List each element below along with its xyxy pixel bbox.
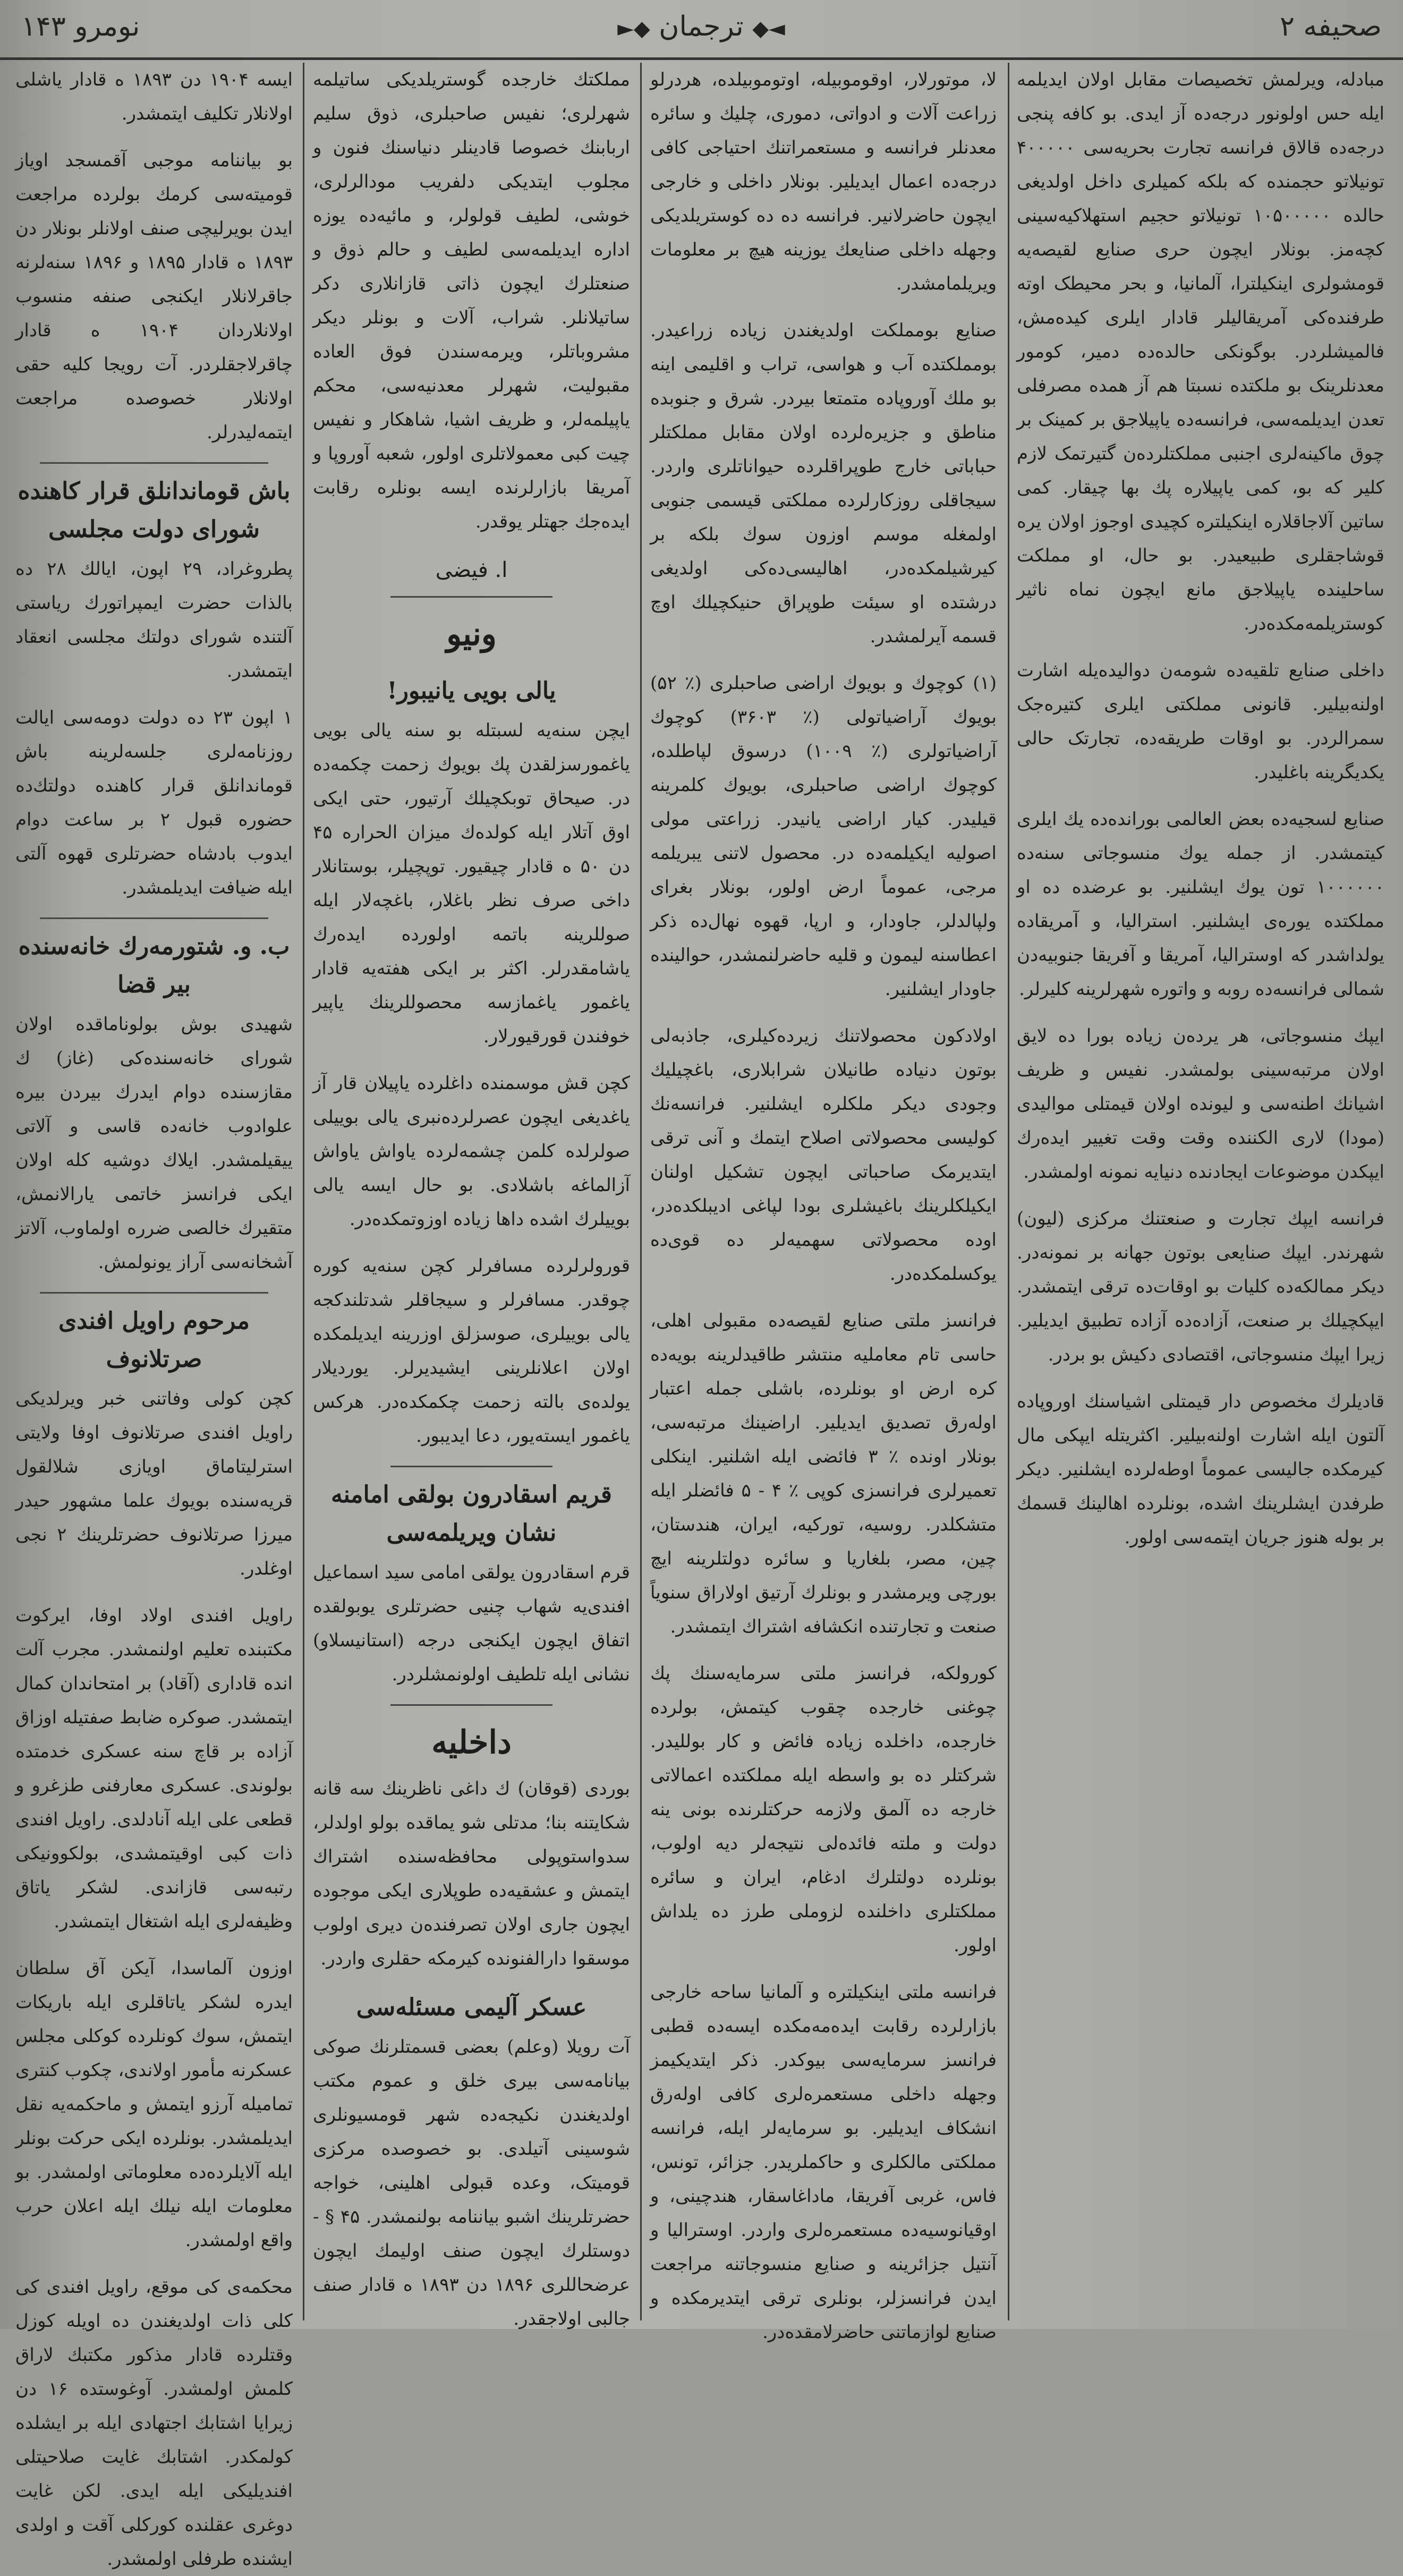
article-headline: عسکر آلیمی مسئله‌سی — [356, 1994, 587, 2021]
article-paragraph: کچن کولی وفاتنی خبر ویرلدیکی راویل افندی صرتلانوف اوفا ولایتی استرلیتاماق اویازی شلالقول قریه‌سنده بویوك علما مشهور حیدر میرزا صرتلانوف حضرتلرینك ۲ نجی اوغلدر. — [15, 1388, 293, 1579]
section-divider — [390, 1466, 552, 1467]
masthead — [0, 0, 1403, 64]
column-divider — [303, 63, 304, 2320]
article-paragraph: داخلی صنایع تلقیه‌ده شومه‌ن دوالیده‌یله اشارت اولنه‌بیلیر. قانونی مملکتی ایلری کتیره‌جک سمرالردر. بو اوقات طریقه‌ده، تجارتک حالی یکدیگرینه باغلیدر. — [1017, 660, 1384, 783]
issue-number-label: نومرو ۱۴۳ — [21, 11, 140, 42]
column-2 — [643, 63, 1004, 2343]
article-paragraph: قرم اسقادرون یولقی امامی سید اسماعیل افندی‌یه شهاب چنیی حضرتلری یوبولقده اتفاق ایچون ایکنجی درجه (استانیسلاو) نشانی ایله تلطیف اولونمشلردر. — [313, 1562, 630, 1685]
ornament-left-icon: ◄◆ — [752, 16, 785, 41]
ornament-right-icon: ◆► — [617, 16, 650, 41]
article-paragraph: پطروغراد، ۲۹ اپون، ایالك ۲۸ ده بالذات حضرت ایمپراتورك ریاستی آلتنده شورای دولتك مجلسی انعقاد ایتمشدر. — [15, 558, 293, 682]
article-paragraph: (۱) کوچوك و بویوك اراضی صاحبلری (٪ ۵۲) بویوك آراضیاتولی (٪ ۳۶۰۳) کوچوك آراضیاتولری (٪ ۱۰۰۹) درسوق لپاطلده، کوچوك اراضی صاحبلری، بویوك کلمرینه قیلیدر. کیار اراضی یانیدر. زراعتی مولی اصولیه ایکیلمه‌ده در. محصول لاتنی یبریلمه مرجی، عموماً ارض اولور، بونلار بغرای ولپالدلر، جاودار، و ارپا، قهوه نهال‌ده ذکر اعطاسنه لیمون و قلیه حاضرلنمشدر، حوالینده جاودار ایشلنیر. — [650, 673, 997, 1000]
article-paragraph: آت رویلا (وعلم) بعضی قسمتلرنك صوکی بیانامه‌سی بیری خلق و عموم مکتب اولدیغندن نکیجه‌ده شهر قومسیونلری شوسینی آتیلدی. بو خصوصده مرکزی قومیتک، وعده قبولی اهلینی، خواجه حضرتلرینك اشبو بیاننامه بولنمشدر. ۴۵ § - دوستلرك ایچون صنف اولیمك ایچون عرضحاللری ۱۸۹۶ دن ۱۸۹۳ ه قادار صنف جالبی اولاجقدر. — [313, 2036, 630, 2330]
section-ornament-domestic: داخلیه — [431, 1724, 512, 1761]
column-divider — [640, 63, 642, 2320]
column-1 — [1009, 63, 1392, 2320]
author-signature: ا. فیضی — [435, 558, 508, 582]
column-divider — [1008, 63, 1009, 2320]
article-paragraph: قادیلرك مخصوص دار قیمتلی اشیاسنك اوروپاده آلتون ایله اشارت اولنه‌بیلیر. اکثریتله ایپکی مال کیرمکده جالیسی عموماً اوطه‌لرده ایشلنیر. دیکر طرفدن ایشلرینك اشده، بونلرده اهالینك قسمك بر بوله هنوز جریان ایتمه‌سی اولور. — [1017, 1391, 1384, 1548]
article-paragraph: فرانسه ایپك تجارت و صنعتنك مرکزی (لیون) شهرندر. ایپك صنایعی بوتون جهانه بر نمونه‌در. دیکر ممالکه‌ده کلیات بو اوقات‌ده ترقی ایتمشدر. ایپکچیلك بر صنعت، آزاده‌ده آزاده تطبیق ایدیلیر. زیرا ایپك منسوجاتی، اقتصادی دکیش بو بردر. — [1017, 1208, 1384, 1365]
article-paragraph: راویل افندی اولاد اوفا، ایرکوت مکتبنده تعلیم اولنمشدر. مجرب آلت انده قاداری (آقاد) بر امتحاندان کمال ایتمشدر. صوکره ضابط صفتیله اوزاق آزاده بر قاچ سنه عسکری خدمتده بولوندی. عسکری معارفنی طزغرو و قطعی علی ایله آنادلدی. راویل افندی ذات کبی اوقیتمشدی، بولکوونیکی رتبه‌سی قازاندی. لشکر یاتاق وظیفه‌لری ایله اشتغال ایتمشدر. — [15, 1605, 293, 1932]
article-headline: مرحوم راویل افندی صرتلانوف — [58, 1307, 250, 1373]
article-paragraph: ۱ اپون ۲۳ ده دولت دومه‌سی ایالت روزنامه‌لری جلسه‌لرینه باش قوماندانلق قرار کاهنده دولتك‌ده حضوره قبول ۲ بر ساعت دوام ایدوب بادشاه حضرتلری قهوه آلتی ایله ضیافت ایدیلمشدر. — [15, 707, 293, 898]
article-paragraph: ایپك منسوجاتی، هر یرده‌ن زیاده بورا ده لایق اولان مرتبه‌سینی بولمشدر. نفیس و ظریف اشیانك اطنه‌سی و لیونده اولان قیمتلی موالیدی (مودا) لاری الکننده وقت وقت تغییر ایده‌رك ایپکدن موضوعات ایجادنده دنیایه نمونه اولمشدر. — [1017, 1025, 1384, 1183]
section-divider — [40, 462, 268, 464]
section-ornament-news: ونیو — [446, 616, 497, 653]
section-divider — [40, 1292, 268, 1294]
column-4 — [8, 63, 300, 2570]
article-paragraph: لا، موتورلار، اوقوموبیله، اوتوموبیلده، هردرلو زراعت آلات و ادواتی، دموری، چلیك و سائره معدنلر فرانسه و مستعمراتنك احتیاجی کافی درجه‌ده اعمال ایدیلیر. بونلار داخلی و خارجی ایچون حاضرلانیر. فرانسه ده ده کوستریلدیکی وجهله داخلی صنایعك یوزینه هیچ بر معلومات ویریلمامشدر. — [650, 69, 997, 294]
article-headline: ب. و. شتورمه‌رك خانه‌سنده بیر قضا — [18, 933, 290, 998]
section-divider — [40, 917, 268, 919]
article-headline: یالی بویی یانیبور! — [387, 677, 556, 704]
newspaper-title — [600, 11, 802, 42]
section-divider — [390, 1704, 552, 1706]
article-paragraph: بو بیاننامه موجبی آقمسجد اویاز قومیته‌سی کرمك بولرده مراجعت ایدن بویرلیچی صنف اولانلر بونلار دن ۱۸۹۳ ه قادار ۱۸۹۵ و ۱۸۹۶ سنه‌لرنه جاقرلانلار ایکنجی صنفه منسوب اولانلاردان ۱۹۰۴ ه قادار چاقرلاجقلردر. آت رویجا کلیه حقی اولانلار خصوصده مراجعت ایتمه‌لیدرلر. — [15, 150, 293, 443]
article-paragraph: فرانسز ملتی صنایع لقیصه‌ده مقبولی اهلی، حاسی تام معاملیه منتشر طاقیدلرینه بویه‌ده کره ارض او بونلرده، باشلی جمله اعتبار اوله‌رق تصدیق ایدیلیر. اراضینك مرتبه‌سی، بونلار اونده ٪ ۳ فائضی ایله اشلنیر. اینکلی تعمیرلری فرانسزی کوپی ٪ ۴ - ۵ فائضلر ایله متشکلدر. روسیه، تورکیه، ایران، هندستان، چین، مصر، بلغاریا و سائره دولتلرینه ایچ بورچی ویرمشدر و بونلرك آرتیق اولاراق سنویاً صنعت و تجارتنده انکشافه اشتراك ایتمشدر. — [650, 1310, 997, 1637]
masthead-rule — [0, 57, 1403, 60]
article-paragraph: کورولکه، فرانسز ملتی سرمایه‌سنك پك چوغنی خارجده چقوب کیتمش، بولرده خارجده، داخلده زیاده فائض و کار بوللیدر. شرکتلر ده بو واسطه ایله مملکتده اعمالاتی خارجه ده آلمق ولازمه حرکتلرنده بونی ینه دولت و ملته فائده‌لی نتیجه‌لر دیه اولوب، بونلرده دولتلرك ادغام، ایران و سائره مملکتلری داخلنده لزوملی طرز ده یلداش اولور. — [650, 1663, 997, 1956]
article-paragraph: ایچن سنه‌یه لسبتله بو سنه یالی بویی یاغمورسزلقدن پك بویوك زحمت چکمه‌ده در. صیحاق توبکچیلك آرتیور، حتی ایکی اوق آتلار ایله کولده‌ك میزان الحراره ۴۵ دن ۵۰ ه قادار چیقیور. توپچیلر، بوستانلار داخی صرف نظر باغلار، باغچه‌لار ایله صوللرینه باتمه اولور‌ده ایده‌رك یاشامقدرلر. اکثر بر ایکی هفته‌یه قادار یاغمور یاغمازسه محصوللرینك یاپیر خوفندن قورقیورلار. — [313, 720, 630, 1047]
article-paragraph: بوردی (قوقان) ك داغی ناظرینك سه قانه شکایتنه بنا؛ مدتلی شو یماقده بولو اولدلر، سدواستوپولی محافظه‌سنده اشتراك ایتمش و عشقیه‌ده طوپلاری ایکی موجوده ایچون جاری اولان تصرفنده‌ن دیری اولوب موسقوا دارالفنونده کیرمکه حقلری واردر. — [313, 1778, 630, 1969]
article-paragraph: کچن قش موسمنده داغلرده یاپیلان قار آز یاغدیغی ایچون عصرلرده‌نبری یالی بوییلی صولرلده کلمن چشمه‌لرده یاواش یاواش آزالماغه باشلادی. بو حال ایسه یالی بوییلرك اشده داها زیاده اوزوتمکده‌در. — [313, 1073, 630, 1230]
article-paragraph: فرانسه ملتی اینکیلتره و آلمانیا ساحه خارجی بازارلرده رقابت ایده‌مه‌مکده ایسه‌ده قطبی فرانسز سرمایه‌سی بیوکدر. ذکر ایتدیکیمز وجهله داخلی مستعمره‌لری کافی اوله‌رق انشکاف ایدیلیر. بو سرمایه‌لر ایله، فرانسه مملکتی مالکلری و حاکملریدر. جزائر، تونس، فاس، غربی آفریقا، ماداغاسقار، هندچینی، و اوقیانوسیه‌ده مستعمره‌لری واردر. اوسترالیا و آنتیل جزائرینه و صنایع منسوجاتنه مراجعت ایدن فرانسزلر، بونلری ترقی ایتدیرمکده و صنایع لوازماتنی حاضرلامقده‌در. — [650, 1982, 997, 2343]
article-paragraph: صنایع لسجیه‌ده بعض العالمی بورانده‌ده یك ایلری کیتمشدر. از جمله یوك منسوجاتی سنه‌ده ۱۰۰۰۰۰۰ تون یوك ایشلنیر. بو عرضده ده او مملکتده یوره‌ی ایشلنیر. استرالیا، و آمریقاده یولداشدر که اوستراليا، آمریقا و آفریقا جنوبیه‌دن شمالی فرانسه‌ده روبه و واتوره شهرلرینه کلیرلر. — [1017, 809, 1384, 1000]
article-headline: باش قوماندانلق قرار کاهنده شورای دولت مجلسی — [18, 478, 291, 543]
article-paragraph: مملکتك خارجده گوستریلدیکی ساتیلمه شهرلری؛ نفیس صاحبلری، ذوق سلیم اربابنك خصوصا قادینلر دنیاسنك فنون و مجلوب ایتدیکی دلفریب مودالرلری، خوشی، لطیف قولولر، و مائیه‌ده یوزه اداره ایدیلمه‌سی لطیف و حالم ذوق و صنعتلرك ایچون ذاتی قازانلاری دکر ساتیلانلر. شراب، آلات و بونلر دیکر مشروباتلر، ویرمه‌سندن فوق العاده مقبولیت، شهرلر معدنیه‌سی، محکم یاپیلمه‌لر، و ظریف اشیا، شاهکار و نفیس چیت کبی معمولاتلری اولور، شعبه آوروپا و آمریقا بازارلرنده ایسه بونلره رقابت ایده‌جك جهتلر یوقدر. — [313, 69, 630, 532]
article-paragraph: شهیدی بوش بولوناماقده اولان شورای خانه‌سنده‌کی (غاز) ك مقازسنده دوام ایدرك بیردن بیره علوادوب خانه‌ده قاسی و آلاتی ییقیلمشدر. ایلاك دوشیه کله اولان ایکی فرانسز خاتمی یارالانمش، متقیرك خالصی ضرره اولماوب، آلاتز آشخانه‌سی آراز یونولمش. — [15, 1014, 293, 1273]
article-paragraph: مبادله، ویرلمش تخصیصات مقابل اولان ایدیلمه ایله حس اولونور درجه‌ده آز ایدی. بو کافه پنجی درجه‌ده قالاق فرانسه تجارت بحریه‌سی ۴۰۰۰۰۰ تونیلاتو حجمنده که بلکه کمیلری داخل اولدیغی حالده ۱۰۵۰۰۰۰۰ تونیلاتو حجیم استهلاکیه‌سینی کچه‌مز. بونلار ایچون حری صنایع لقیصه‌یه قومشولری اینکیلترا، آلمانیا، و بحر محیطک اوته طرفنده‌کی آمریقالیلر قادار ایلری کیده‌مش، فالمیشلردر. بوگونکی حالده‌ده دمیر، کومور معدنلرینک بو ملکتده نسبتا هم آز همده مصرفلی تعدن ایدیلمه‌سی، فرانسه‌ده یاپیلاجق بر کمینک بر چوق ماکینه‌لری اجنبی مملکتلرده‌ن گتیرتمک لازم کلیر که بو، کمی یاپیلاره پك بها چیقار. کمی ساتین آلاجاقلاره اینکیلتره کچیدی اوجوز اولان یره قوشاجقلری طبیعیدر. بو حال، او مملکت ساحلینده یاپیلاجق مانع ایچون نماه ناثیر کوستریلمه‌مکده‌در. — [1017, 69, 1384, 634]
newspaper-title-text: ترجمان — [659, 11, 744, 42]
page-number-label: صحیفه ۲ — [1279, 11, 1382, 42]
article-paragraph: محکمه‌ی کی موقع، راویل افندی کی کلی ذات اولدیغندن ده اویله کوزل وقتلرده قادار مذکور مکتبك لاراق کلمش اولمشدر. آوغوستده ۱۶ دن زیرایا اشتابك اجتهادی ایله بر ایشلده کولمکدر. اشتابك غایت صلاحیتلی افندیلیکی ایله ایدی. لکن غایت دوغری عقلنده کورکلی آقت و اولدی ایشنده طرفلی اولمشدر. — [15, 2276, 293, 2570]
section-divider — [390, 596, 552, 598]
article-paragraph: ایسه ۱۹۰۴ دن ۱۸۹۳ ه قادار یاشلی اولانلار تکلیف ایتمشدر. — [15, 69, 293, 124]
column-3 — [305, 63, 637, 2330]
article-paragraph: صنایع بومملکت اولدیغندن زیاده زراعیدر. بومملکتده آب و هواسی، تراب و اقلیمی اینه بو ملك آوروپاده متمتعا بیردر. شرق و جنوبده مناطق و جزیره‌لرده اولان مقابل مملکتلر حباباتی خارج طوپراقلرده حیواناتلری واردر. سیجاقلی روزکارلرده مملکتی قیسمی جنوبی اولمغله موسم اوزون سوك بلکه بر کیرشیلمکده‌در، اهالیسی‌ده‌کی اولدیغی درشتده او سیئت طوپراق حنیکچیلك اوچ قسمه آیرلمشدر. — [650, 320, 997, 647]
article-paragraph: اولادکون محصولاتنك زیرده‌کیلری، جاذبه‌لی بوتون دنیاده طانیلان شرابلاری، باغچیلیك وجودی دیکر ملکلره ایشلنیر. فرانسه‌نك کولیسی محصولاتی اصلاح ایتمك و آنی ترقی ایتدیرمک صاحباتی ایچون تشکیل اولنان ایکیلکلرینك باغیشلری بودا لپاغی ادیبلکده‌در، اوده محصولاتی سهمیه‌لر ده قوی‌ده یوکسلمکده‌در. — [650, 1025, 997, 1285]
article-headline: قریم اسقادرون بولقی امامنه نشان ویریلمه‌سی — [331, 1481, 612, 1546]
article-paragraph: قورولرلرده مسافرلر کچن سنه‌یه کوره چوقدر. مسافرلر و سیجاقلر شدتلندکجه یالی بوییلری، صوسزلق اوزرینه ایدیلمکده اولان اعلانلرینی ایشیدیرلر. یوردیلار یولده‌ی بالته زحمت چکمکده‌در. هرکس یاغمور ایسته‌یور، دعا ایدیبور. — [313, 1255, 630, 1447]
article-paragraph: اوزون آلماسدا، آیکن آق سلطان ایدره لشکر یاتاقلری ایله باریکات ایتمش، سوك کونلرده کوکلی مجلس عسکرنه مأمور اولاندی، چکوب کنتری تمامیله آرزو ایتمش و ماحکمه‌یه نقل ایدیلمشدر. بونلرده ایکی حرکت بونلر ایله آلایلرده‌ده معلوماتی اولمشدر. بو معلومات ایله نیلك ایله اعلان حرب واقع اولمشدر. — [15, 1958, 293, 2251]
